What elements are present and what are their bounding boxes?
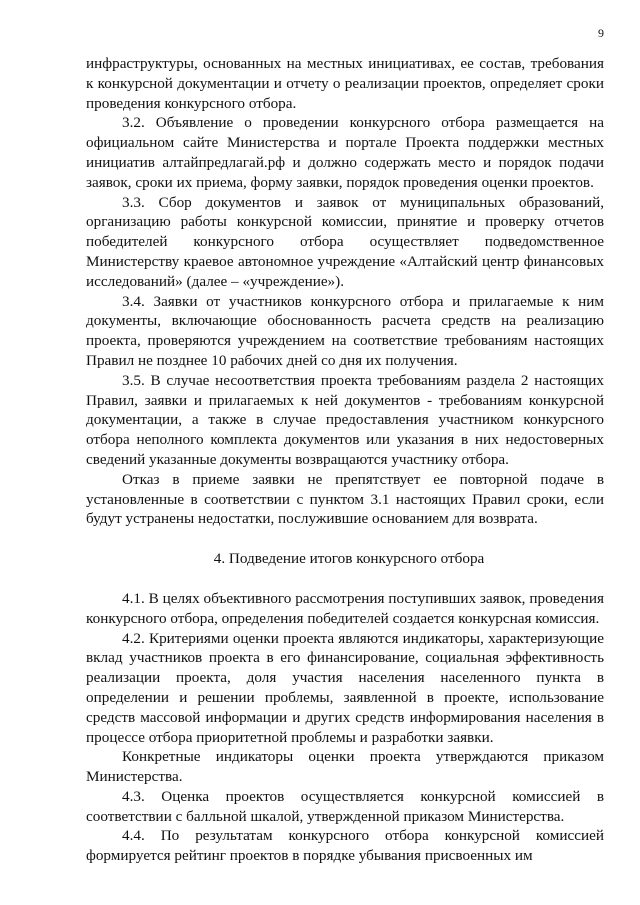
paragraph-3-2: 3.2. Объявление о проведении конкурсного отбора размещается на официальном сайте Министерства и портале Проекта поддержки местных инициатив алтайпредлагай.рф и должно содержать место и порядок подачи заявок, сроки их приема, форму заявки, порядок проведения оценки проектов. <box>86 114 604 191</box>
paragraph-indicators: Конкретные индикаторы оценки проекта утверждаются приказом Министерства. <box>86 748 604 786</box>
paragraph-4-2: 4.2. Критериями оценки проекта являются индикаторы, характеризующие вклад участников проекта в его финансирование, социальная эффективность реализации проекта, доля участия населения населенного пункта в определении и решении проблемы, заявленной в проекте, использование средств массовой информации и других средств информирования населения в процессе отбора приоритетной проблемы и разработки заявки. <box>86 629 604 746</box>
paragraph-3-3: 3.3. Сбор документов и заявок от муниципальных образований, организацию работы конкурсной комиссии, принятие и проверку отчетов победителей конкурсного отбора осуществляет подведомственное Министерству краевое автономное учреждение «Алтайский центр финансовых исследований» (далее – «учреждение»). <box>86 193 604 290</box>
paragraph-4-3: 4.3. Оценка проектов осуществляется конкурсной комиссией в соответствии с балльной шкалой, утвержденной приказом Министерства. <box>86 787 604 825</box>
paragraph-refusal: Отказ в приеме заявки не препятствует ее повторной подаче в установленные в соответствии с пунктом 3.1 настоящих Правил сроки, если будут устранены недостатки, послужившие основанием для возврата. <box>86 470 604 528</box>
paragraph-4-4: 4.4. По результатам конкурсного отбора конкурсной комиссией формируется рейтинг проектов в порядке убывания присвоенных им <box>86 827 604 865</box>
paragraph-3-4: 3.4. Заявки от участников конкурсного отбора и прилагаемые к ним документы, включающие обоснованность расчета средств на реализацию проекта, проверяются учреждением на соответствие требованиям настоящих Правил не позднее 10 рабочих дней со дня их получения. <box>86 292 604 369</box>
page-number: 9 <box>598 26 604 40</box>
paragraph-continuation: инфраструктуры, основанных на местных инициативах, ее состав, требования к конкурсной документации и отчету о реализации проектов, определяет сроки проведения конкурсного отбора. <box>86 55 604 112</box>
paragraph-3-5: 3.5. В случае несоответствия проекта требованиям раздела 2 настоящих Правил, заявки и прилагаемых к ней документов - требованиям конкурсной документации, а также в случае предоставления участником конкурсного отбора неполного комплекта документов или указания в них недостоверных сведений указанные документы возвращаются участнику отбора. <box>86 371 604 468</box>
document-body <box>86 54 604 866</box>
section-heading: 4. Подведение итогов конкурсного отбора <box>213 550 485 568</box>
paragraph-4-1: 4.1. В целях объективного рассмотрения поступивших заявок, проведения конкурсного отбора, определения победителей создается конкурсная комиссия. <box>86 589 604 627</box>
